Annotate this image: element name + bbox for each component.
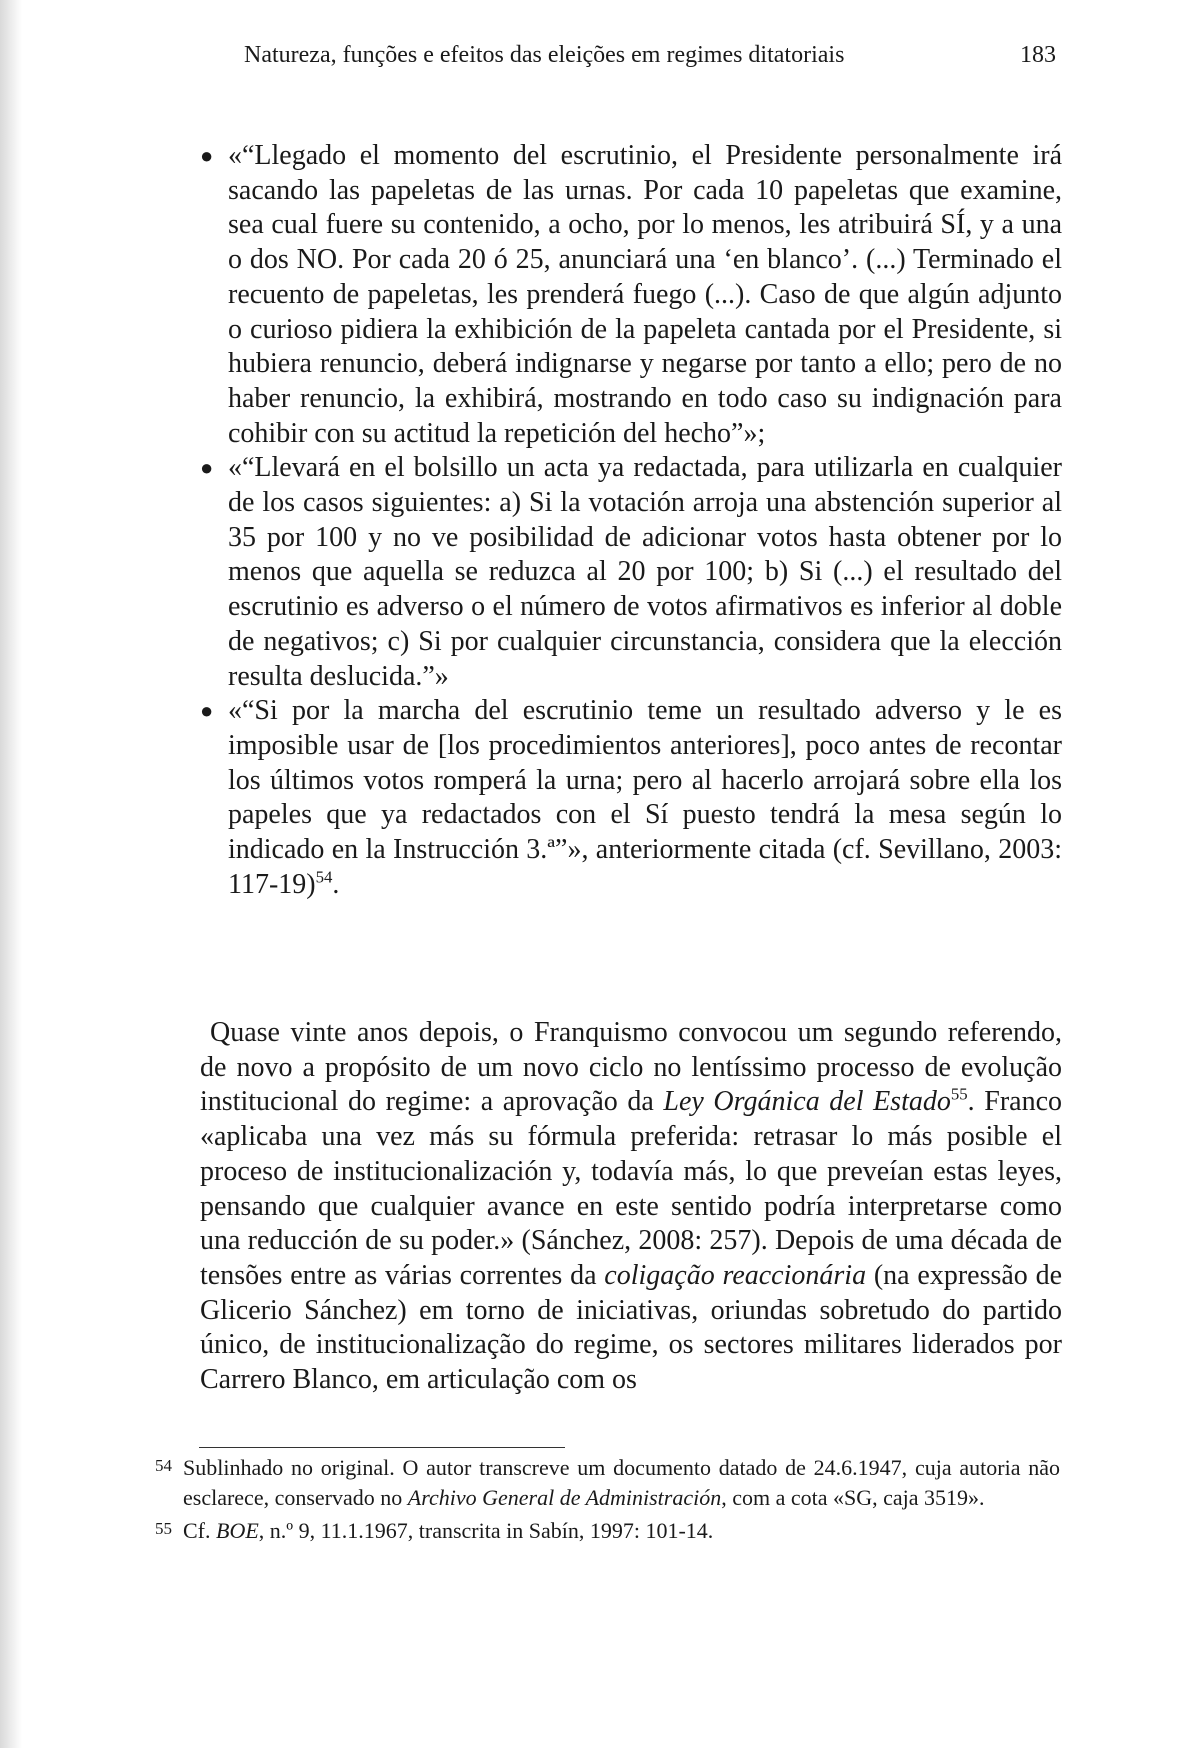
running-header-title: Natureza, funções e efeitos das eleições em regimes ditatoriais [244,42,845,68]
law-title: Ley Orgánica del Estado [663,1086,951,1118]
list-item-end-punctuation: . [332,868,340,900]
page-number: 183 [1020,42,1056,68]
body-text: . Franco «aplicaba una vez más su fórmula preferida: retrasar lo más posible el proceso de institucionalización y, todavía más, lo que preveían estas leyes, pensando que cualquier avance en este sentido podría interpretarse como una reducción de su poder.» (Sánchez, 2008: 257). Depois de uma década de tensões entre as várias correntes da [200,1086,1062,1291]
list-item-text: «“Si por la marcha del escrutinio teme un resultado adverso y le es imposible usar de [los procedimientos anteriores], poco antes de recontar los últimos votos romperá la urna; pero al hacerlo arrojará sobre ella los papeles que ya redactados con el Sí puesto tendrá la mesa según lo indicado en la Instrucción 3.ª”», anteriormente citada (cf. Sevillano, 2003: 117-19) [228,695,1062,900]
footnote-italic: Archivo General de Administración [407,1485,722,1510]
footnote-text: , com a cota «SG, caja 3519». [721,1485,985,1510]
bullet-icon: ● [200,698,214,724]
body-paragraph [200,1016,1062,1398]
italic-term: coligação reaccionária [604,1259,867,1291]
list-item [200,451,1062,694]
footnote-divider [199,1447,565,1448]
footnote-55 [155,1516,1060,1546]
footnote-italic: BOE [216,1518,259,1543]
quoted-instructions-list [200,139,1062,902]
footnotes [155,1453,1060,1549]
bullet-icon: ● [200,455,214,481]
footnote-text: Cf. [183,1518,216,1543]
body-text: (na expressão de Glicerio Sánchez) em torno de iniciativas, oriundas sobretudo do partido único, de institucionalização do regime, os sectores militares liderados por Carrero Blanco, em articulação com os [200,1259,1062,1396]
footnote-text: Sublinhado no original. O autor transcreve um documento datado de 24.6.1947, cuja autoria não esclarece, conservado no [183,1455,1060,1510]
list-item [200,694,1062,902]
bullet-icon: ● [200,143,214,168]
body-text: Quase vinte anos depois, o Franquismo convocou um segundo referendo, de novo a propósito de um novo ciclo no lentíssimo processo de evolução institucional do regime: a aprovação da [200,1017,1062,1118]
list-item [200,139,1062,451]
footnote-reference: 54 [315,867,333,887]
footnote-reference: 55 [950,1085,968,1105]
list-item-text: «“Llevará en el bolsillo un acta ya redactada, para utilizarla en cualquier de los casos siguientes: a) Si la votación arroja una abstención superior al 35 por 100 y no ve posibilidad de adicionar votos hasta obtener por lo menos que aquella se reduzca al 20 por 100; b) Si (...) el resultado del escrutinio es adverso o el número de votos afirmativos es inferior al doble de negativos; c) Si por cualquier circunstancia, considera que la elección resulta deslucida.”» [228,452,1062,692]
footnote-number: 55 [155,1519,172,1538]
list-item-text: «“Llegado el momento del escrutinio, el Presidente personalmente irá sacando las papeletas de las urnas. Por cada 10 papeletas que examine, sea cual fuere su contenido, a ocho, por lo menos, les atribuirá SÍ, y a una o dos NO. Por cada 20 ó 25, anunciará una ‘en blanco’. (...) Terminado el recuento de papeletas, les prenderá fuego (...). Caso de que algún adjunto o curioso pidiera la exhibición de la papeleta cantada por el Presidente, si hubiera renuncio, deberá indignarse y negarse por tanto a ello; pero de no haber renuncio, la exhibirá, mostrando en todo caso su indignación para cohibir con su actitud la repetición del hecho”»; [228,140,1062,449]
footnote-number: 54 [155,1456,172,1475]
footnote-54 [155,1453,1060,1513]
footnote-text: , n.º 9, 11.1.1967, transcrita in Sabín, 1997: 101-14. [258,1518,714,1543]
